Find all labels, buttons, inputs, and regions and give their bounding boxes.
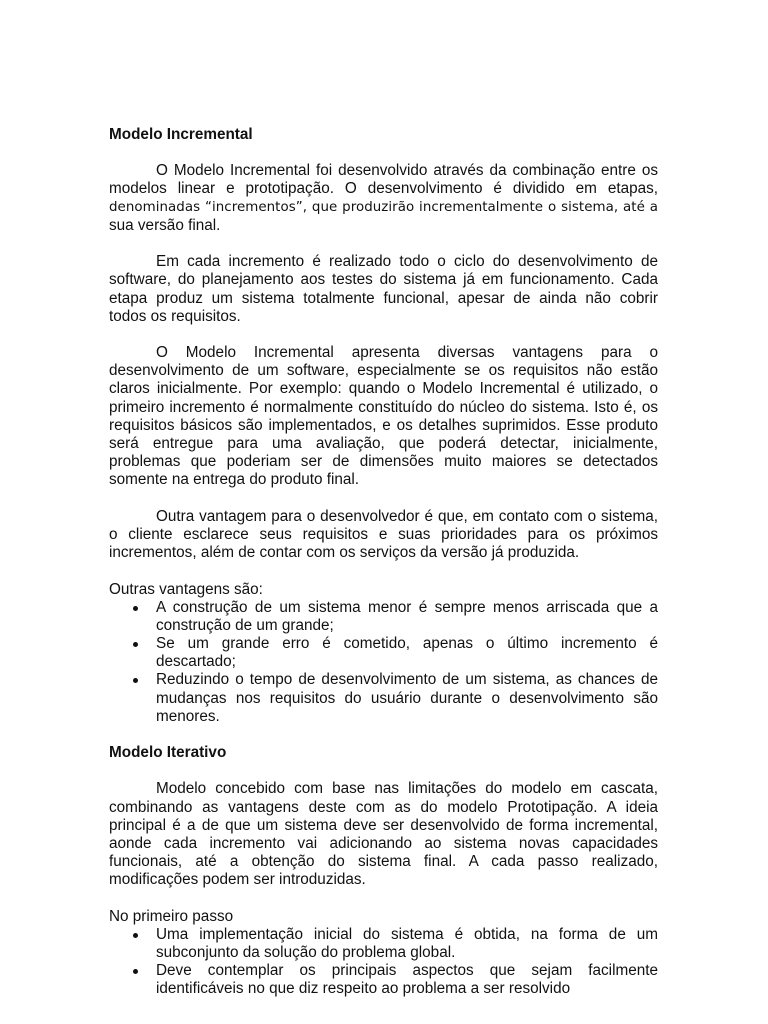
section-heading-incremental: Modelo Incremental (109, 126, 253, 143)
advantages-list (109, 599, 658, 726)
text-line: requisitos básicos são implementados, e os detalhes suprimidos. Esse produto (109, 416, 658, 434)
bullet-icon (133, 969, 138, 974)
list-item (109, 962, 658, 998)
text-line: descartado; (156, 653, 236, 671)
text-line: aonde cada incremento vai adicionando ao sistema novas capacidades (109, 834, 658, 852)
paragraph-incremental-intro (109, 162, 658, 235)
bullet-icon (133, 606, 138, 611)
list-item (109, 635, 658, 671)
text-line: menores. (156, 707, 220, 725)
paragraph-incremental-advantages (109, 344, 658, 490)
text-line: subconjunto da solução do problema global. (156, 944, 456, 962)
text-line: Modelo concebido com base nas limitações do modelo em cascata, (156, 780, 658, 798)
text-line: software, do planejamento aos testes do sistema já em funcionamento. Cada (109, 271, 658, 289)
text-line: desenvolvimento de um software, especialmente se os requisitos não estão (109, 362, 658, 380)
text-line: principal é a de que um sistema deve ser desenvolvido de forma incremental, (109, 816, 658, 834)
text-line: modificações podem ser introduzidas. (109, 871, 366, 889)
document-page (109, 126, 658, 1017)
text-line: primeiro incremento é normalmente constituído do núcleo do sistema. Isto é, os (109, 398, 658, 416)
text-line: A construção de um sistema menor é sempre menos arriscada que a (156, 598, 658, 616)
text-line: Se um grande erro é cometido, apenas o último incremento é (156, 635, 658, 653)
section-heading-iterative: Modelo Iterativo (109, 744, 227, 762)
list-item (109, 671, 658, 726)
list-item (109, 926, 658, 962)
text-line: Uma implementação inicial do sistema é obtida, na forma de um (156, 925, 658, 943)
text-line: modelos linear e prototipação. O desenvolvimento é dividido em etapas, (109, 180, 658, 198)
text-line: etapa produz um sistema totalmente funcional, apesar de ainda não cobrir (109, 289, 658, 307)
text-line: mudanças nos requisitos do usuário durante o desenvolvimento são (156, 689, 658, 707)
text-line: denominadas “incrementos”, que produzirão incrementalmente o sistema, até a (109, 199, 658, 215)
paragraph-iterative-intro (109, 780, 658, 889)
text-line: claros inicialmente. Por exemplo: quando o Modelo Incremental é utilizado, o (109, 380, 658, 398)
text-line: o cliente esclarece seus requisitos e suas prioridades para os próximos (109, 525, 658, 543)
text-line: somente na entrega do produto final. (109, 471, 360, 489)
bullet-icon (133, 642, 138, 647)
bullet-icon (133, 678, 138, 683)
bullet-icon (133, 933, 138, 938)
text-line: será entregue para uma avaliação, que poderá detectar, inicialmente, (109, 435, 658, 452)
text-line: O Modelo Incremental apresenta diversas vantagens para o (156, 344, 658, 362)
text-line: construção de um grande; (156, 616, 334, 634)
text-line: Em cada incremento é realizado todo o ciclo do desenvolvimento de (156, 253, 658, 271)
list-item (109, 599, 658, 635)
text-line: Outra vantagem para o desenvolvedor é que, em contato com o sistema, (156, 507, 658, 525)
text-line: O Modelo Incremental foi desenvolvido através da combinação entre os (156, 162, 658, 180)
first-step-list (109, 926, 658, 999)
text-line: Reduzindo o tempo de desenvolvimento de um sistema, as chances de (156, 671, 658, 689)
list-intro-other-advantages: Outras vantagens são: (109, 580, 263, 598)
text-line: sua versão final. (109, 216, 221, 234)
paragraph-incremental-developer (109, 508, 658, 563)
text-line: todos os requisitos. (109, 307, 241, 325)
text-line: combinando as vantagens deste com as do modelo Prototipação. A ideia (109, 798, 658, 816)
paragraph-incremental-cycle (109, 253, 658, 326)
text-line: Deve contemplar os principais aspectos que sejam facilmente (156, 962, 658, 980)
list-intro-first-step: No primeiro passo (109, 907, 234, 925)
text-line: problemas que poderiam ser de dimensões muito maiores se detectados (109, 453, 658, 471)
text-line: identificáveis no que diz respeito ao problema a ser resolvido (156, 980, 571, 998)
text-line: funcionais, até a obtenção do sistema final. A cada passo realizado, (109, 853, 658, 871)
text-line: incrementos, além de contar com os serviços da versão já produzida. (109, 544, 580, 562)
